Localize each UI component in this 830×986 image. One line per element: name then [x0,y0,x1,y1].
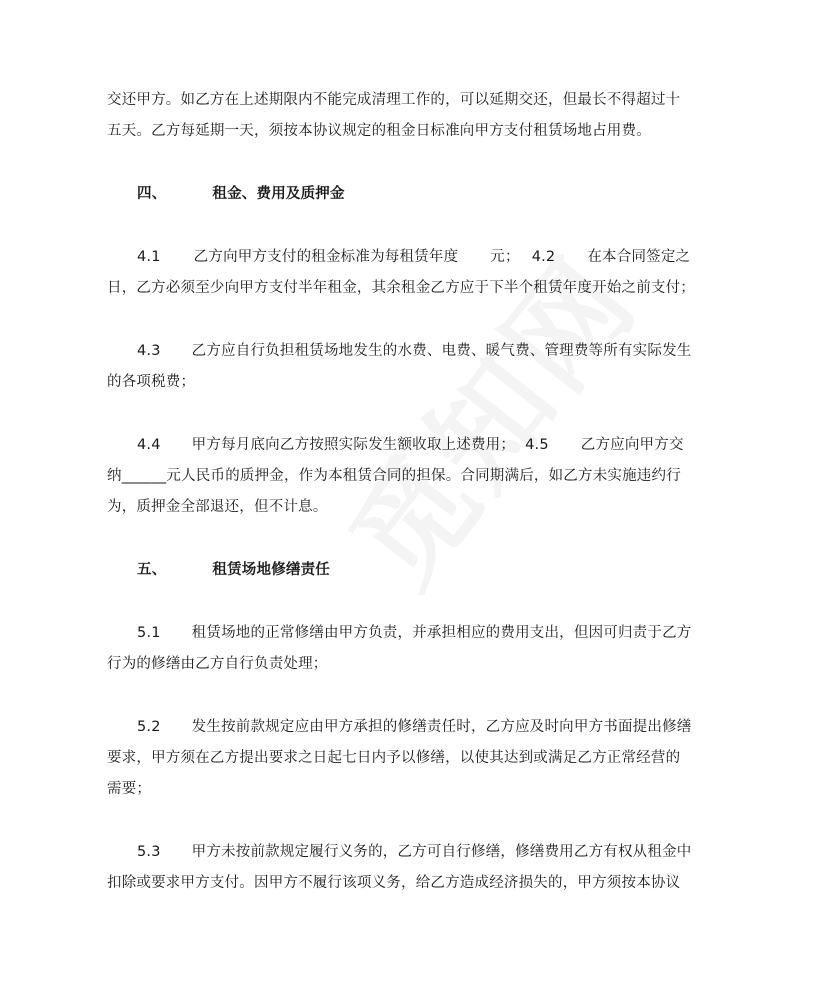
clause-4-4-line-1 [137,435,684,455]
clause-number: 4.5 [525,437,549,453]
clause-5-3-line-1 [137,842,691,862]
clause-text: 元； [490,249,520,265]
clause-number: 4.1 [137,249,161,265]
clause-5-2-line-2: 要求，甲方须在乙方提出要求之日起七日内予以修缮，以使其达到或满足乙方正常经营的 [107,750,681,766]
section-4-number: 四、 [137,186,167,202]
clause-text: 发生按前款规定应由甲方承担的修缮责任时，乙方应及时向甲方书面提出修缮 [191,719,692,735]
section-4-title: 租金、费用及质押金 [212,186,345,202]
watermark [305,216,668,614]
clause-text: 甲方每月底向乙方按照实际发生额收取上述费用； [191,437,516,453]
clause-4-1-line-1 [137,247,690,267]
clause-text: 乙方向甲方支付的租金标准为每租赁年度 [193,249,459,265]
section-5-heading [137,560,330,580]
intro-line-2: 五天。乙方每延期一天，须按本协议规定的租金日标准向甲方支付租赁场地占用费。 [107,123,651,139]
clause-4-3-line-1 [137,341,691,361]
clause-5-1-line-2: 行为的修缮由乙方自行负责处理； [107,656,328,672]
clause-number: 5.3 [137,844,161,860]
clause-4-1-line-2: 日，乙方必须至少向甲方支付半年租金，其余租金乙方应于下半个租赁年度开始之前支付； [107,280,695,296]
clause-text: 乙方应自行负担租赁场地发生的水费、电费、暖气费、管理费等所有实际发生 [191,343,692,359]
clause-5-2-line-1 [137,717,691,737]
clause-4-4-line-2: 纳______元人民币的质押金，作为本租赁合同的担保。合同期满后，如乙方未实施违约行 [107,468,681,484]
clause-number: 5.2 [137,719,161,735]
clause-number: 4.2 [531,249,556,265]
section-4-heading [137,184,345,204]
clause-text: 甲方未按前款规定履行义务的，乙方可自行修缮，修缮费用乙方有权从租金中 [191,844,692,860]
clause-number: 5.1 [137,625,161,641]
intro-line-1: 交还甲方。如乙方在上述期限内不能完成清理工作的，可以延期交还，但最长不得超过十 [107,92,681,108]
clause-number: 4.3 [137,343,161,359]
clause-5-3-line-2: 扣除或要求甲方支付。因甲方不履行该项义务，给乙方造成经济损失的，甲方须按本协议 [107,875,681,891]
clause-5-2-line-3: 需要； [107,781,152,797]
clause-text: 乙方应向甲方交 [580,437,684,453]
clause-4-4-line-3: 为，质押金全部退还，但不计息。 [107,499,328,515]
clause-number: 4.4 [137,437,161,453]
section-5-number: 五、 [137,562,167,578]
clause-5-1-line-1 [137,623,691,643]
clause-text: 在本合同签定之 [587,249,691,265]
section-5-title: 租赁场地修缮责任 [212,562,331,578]
clause-4-3-line-2: 的各项税费； [107,374,196,390]
clause-text: 租赁场地的正常修缮由甲方负责，并承担相应的费用支出，但因可归责于乙方 [191,625,692,641]
